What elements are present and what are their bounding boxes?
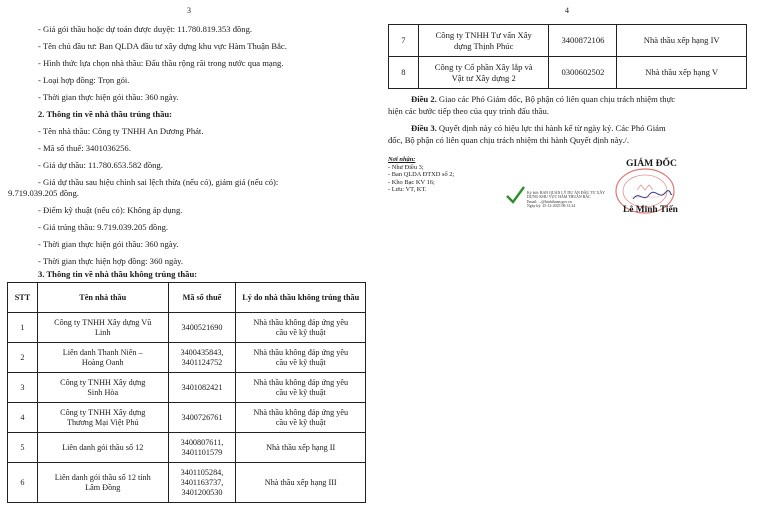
section-heading: 2. Thông tin về nhà thầu trúng thầu: xyxy=(38,109,173,119)
table-row xyxy=(389,57,747,89)
stt-cell: 6 xyxy=(8,463,38,503)
name-cell: Công ty TNHH Xây dựng Thương Mại Việt Phú xyxy=(37,403,168,433)
name-cell: Công ty TNHH Xây dựng Sinh Hòa xyxy=(37,373,168,403)
table-row xyxy=(8,403,366,433)
tax-cell: 3400435843, 3401124752 xyxy=(168,343,236,373)
tax-cell: 0300602502 xyxy=(549,57,617,89)
name-cell: Công ty Cổ phần Xây lắp và Vật tư Xây dựng 2 xyxy=(418,57,549,89)
stt-cell: 4 xyxy=(8,403,38,433)
header-cell: Mã số thuế xyxy=(168,283,236,313)
digital-signature-info: Ký bởi: BAN QUẢN LÝ DỰ ÁN ĐẦU TƯ XÂY DỰNG KHU VỰC HÀM THUẬN BẮC Email: ...@binhthuan.gov.vn Ngày ký: 25-12-2025 08:31:24 xyxy=(527,191,605,209)
table-row xyxy=(389,25,747,57)
article-2-line1: Điều 2. Giao các Phó Giám đốc, Bộ phận có liên quan chịu trách nhiệm thực xyxy=(411,94,676,104)
recipient-item: - Như Điều 3; xyxy=(388,163,424,171)
reason-cell: Nhà thầu xếp hạng III xyxy=(236,463,366,503)
recipient-item: - Kho Bạc KV 16; xyxy=(388,178,435,186)
text-line: - Tên chủ đầu tư: Ban QLDA đầu tư xây dựng khu vực Hàm Thuận Bắc. xyxy=(38,41,287,51)
text-line: - Thời gian thực hiện gói thầu: 360 ngày. xyxy=(38,239,179,249)
text-line: - Giá dự thầu: 11.780.653.582 đồng. xyxy=(38,160,163,170)
reason-cell: Nhà thầu xếp hạng II xyxy=(236,433,366,463)
header-cell: Tên nhà thầu xyxy=(37,283,168,313)
name-cell: Liên danh Thanh Niên – Hoàng Oanh xyxy=(37,343,168,373)
article-3-line1: Điều 3. Quyết định này có hiệu lực thi hành kể từ ngày ký. Các Phó Giám xyxy=(411,123,666,133)
tax-cell: 3400726761 xyxy=(168,403,236,433)
section-heading: 3. Thông tin về nhà thầu không trúng thầu: xyxy=(38,269,198,279)
stt-cell: 3 xyxy=(8,373,38,403)
text-line: - Mã số thuế: 3401036256. xyxy=(38,143,131,153)
text-line: - Giá gói thầu hoặc dự toán được duyệt: 11.780.819.353 đồng. xyxy=(38,24,253,34)
reason-cell: Nhà thầu không đáp ứng yêu cầu về kỹ thuật xyxy=(236,403,366,433)
reason-cell: Nhà thầu xếp hạng V xyxy=(617,57,747,89)
page-number: 3 xyxy=(187,6,191,15)
reason-cell: Nhà thầu không đáp ứng yêu cầu về kỹ thuật xyxy=(236,313,366,343)
article-2-line2: hiện các bước tiếp theo của quy trình đấu thầu. xyxy=(388,106,549,116)
text-line: - Điểm kỹ thuật (nếu có): Không áp dụng. xyxy=(38,205,183,215)
losing-bidders-table xyxy=(7,282,366,503)
recipients-title: Nơi nhận: xyxy=(388,156,416,163)
tax-cell: 3400872106 xyxy=(549,25,617,57)
recipients-block xyxy=(388,156,454,194)
text-line: - Giá trúng thầu: 9.719.039.205 đồng. xyxy=(38,222,169,232)
recipient-item: - Lưu: VT, KT. xyxy=(388,186,427,194)
handwritten-signature-icon xyxy=(631,188,673,204)
stt-cell: 1 xyxy=(8,313,38,343)
reason-cell: Nhà thầu không đáp ứng yêu cầu về kỹ thuật xyxy=(236,373,366,403)
text-line: - Thời gian thực hiện gói thầu: 360 ngày. xyxy=(38,92,179,102)
reason-cell: Nhà thầu không đáp ứng yêu cầu về kỹ thuật xyxy=(236,343,366,373)
stt-cell: 5 xyxy=(8,433,38,463)
name-cell: Công ty TNHH Xây dựng Vũ Linh xyxy=(37,313,168,343)
table-row xyxy=(8,313,366,343)
losing-bidders-table-continued xyxy=(388,24,747,89)
page-number: 4 xyxy=(565,6,569,15)
reason-cell: Nhà thầu xếp hạng IV xyxy=(617,25,747,57)
stt-cell: 7 xyxy=(389,25,419,57)
name-cell: Liên danh gói thầu số 12 tỉnh Lâm Đồng xyxy=(37,463,168,503)
signer-title: GIÁM ĐỐC xyxy=(626,158,677,169)
recipient-item: - Ban QLDA ĐTXD số 2; xyxy=(388,171,455,179)
table-header-row xyxy=(8,283,366,313)
text-line: - Giá dự thầu sau hiệu chỉnh sai lệch thừa (nếu có), giảm giá (nếu có): xyxy=(38,177,279,187)
left-page xyxy=(0,0,375,514)
header-cell: Lý do nhà thầu không trúng thầu xyxy=(236,283,366,313)
tax-cell: 3400807611, 3401101579 xyxy=(168,433,236,463)
text-line: - Loại hợp đồng: Trọn gói. xyxy=(38,75,130,85)
tax-cell: 3401082421 xyxy=(168,373,236,403)
name-cell: Công ty TNHH Tư vấn Xây dựng Thịnh Phúc xyxy=(418,25,549,57)
text-line: - Hình thức lựa chọn nhà thầu: Đấu thầu rộng rãi trong nước qua mạng. xyxy=(38,58,284,68)
text-line: - Thời gian thực hiện hợp đồng: 360 ngày. xyxy=(38,256,184,266)
tax-cell: 3400521690 xyxy=(168,313,236,343)
article-3-line2: đốc, Bộ phận có liên quan chịu trách nhiệm thi hành Quyết định này./. xyxy=(388,135,629,145)
table-row xyxy=(8,343,366,373)
signer-name: Lê Minh Tiến xyxy=(623,205,678,215)
digital-signature-check-icon xyxy=(505,186,525,204)
stt-cell: 2 xyxy=(8,343,38,373)
right-page xyxy=(381,0,759,514)
text-line: - Tên nhà thầu: Công ty TNHH An Dương Phát. xyxy=(38,126,204,136)
header-cell: STT xyxy=(8,283,38,313)
name-cell: Liên danh gói thầu số 12 xyxy=(37,433,168,463)
text-line: 9.719.039.205 đồng. xyxy=(8,188,79,198)
tax-cell: 3401105284, 3401163737, 3401200530 xyxy=(168,463,236,503)
table-row xyxy=(8,463,366,503)
stt-cell: 8 xyxy=(389,57,419,89)
table-row xyxy=(8,433,366,463)
table-row xyxy=(8,373,366,403)
